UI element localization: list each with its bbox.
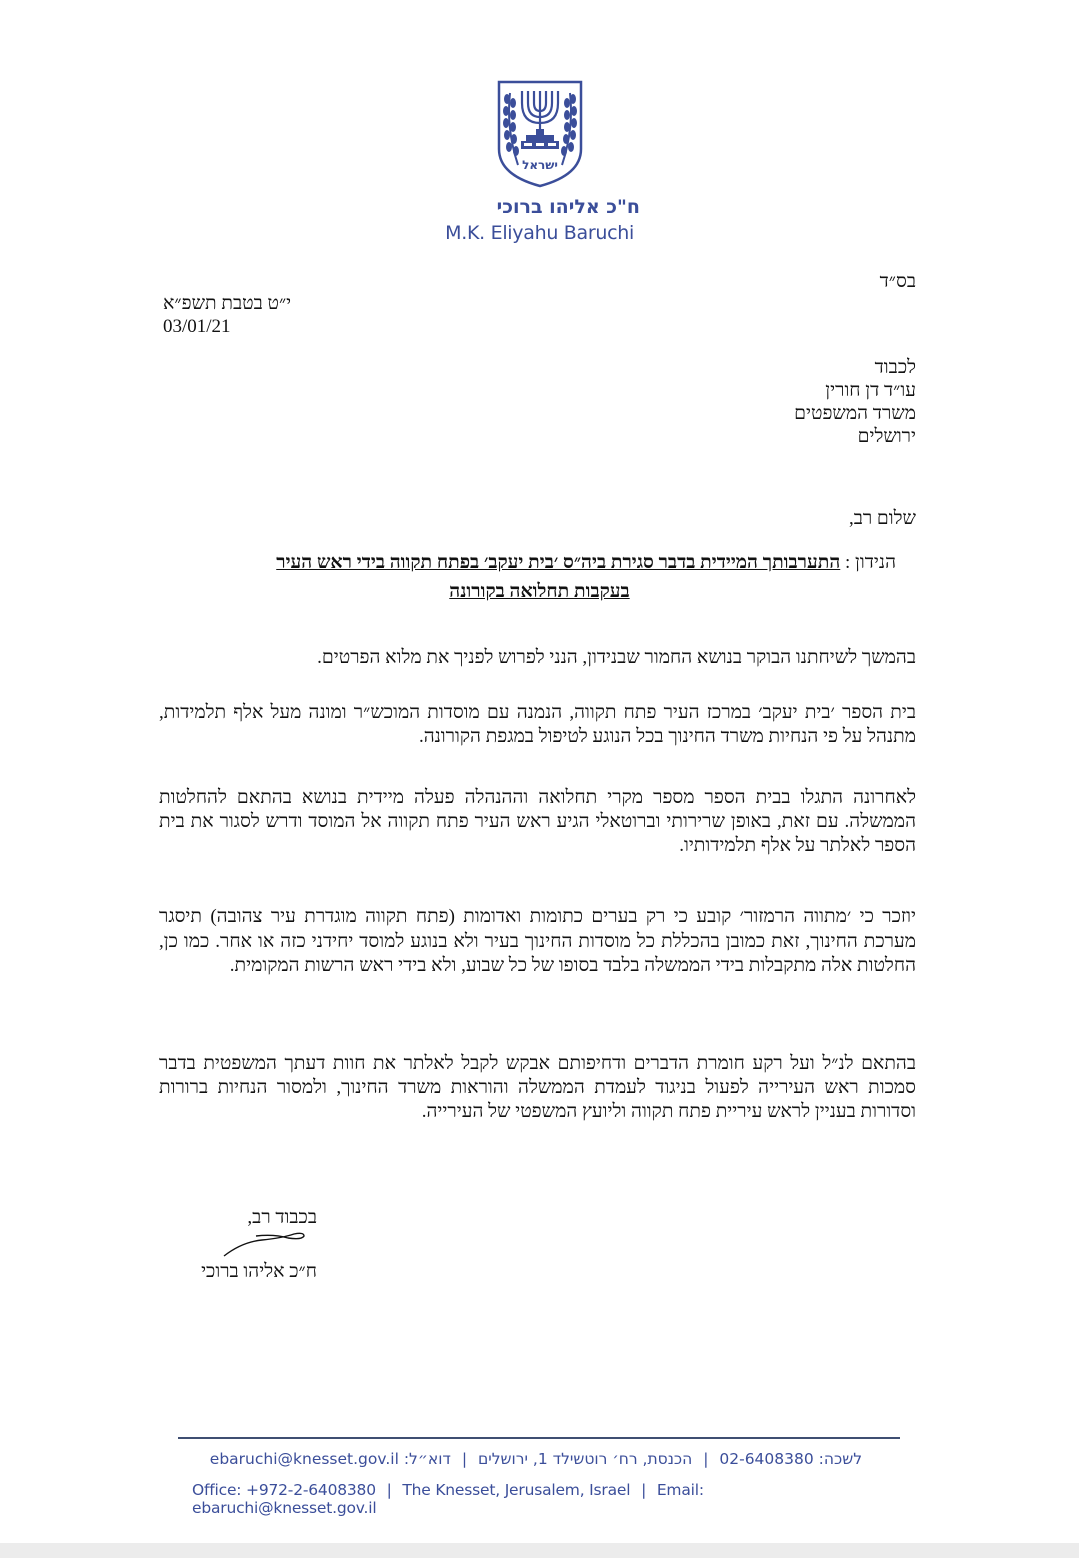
signer-name: ח״כ אליהו ברוכי xyxy=(201,1261,317,1282)
mk-name-english: M.K. Eliyahu Baruchi xyxy=(445,222,634,244)
footer-email-he[interactable]: דוא״ל: ebaruchi@knesset.gov.il xyxy=(209,1450,451,1468)
page-edge xyxy=(0,1543,1079,1558)
signature-icon xyxy=(222,1228,312,1258)
body-paragraph: לאחרונה התגלו בבית הספר מספר מקרי תחלואה וההנהלה פעלה מיידית בנושא בהתאם להחלטות הממשלה. עם זאת, באופן שרירותי וברוטאלי הגיע ראש העיר פתח תקווה אל המוסד ודרש לסגור את בית הספר לאלתר על אלף תלמידותיו. xyxy=(159,787,916,856)
footer-divider xyxy=(178,1437,900,1439)
svg-text:ישראל: ישראל xyxy=(522,158,558,172)
footer-hebrew xyxy=(170,1450,862,1468)
footer-address-he: הכנסת, רח׳ רוטשילד 1, ירושלים xyxy=(478,1450,693,1468)
footer-separator: | xyxy=(386,1481,392,1499)
hebrew-date-text: י״ט בטבת תשפ״א xyxy=(163,293,292,314)
subject-title-continued: בעקבות תחלואה בקורונה xyxy=(449,581,630,602)
closing-salutation: בכבוד רב, xyxy=(247,1207,317,1228)
bsd-mark: בס״ד xyxy=(879,271,916,292)
recipient-line: לכבוד xyxy=(874,357,916,378)
footer-separator: | xyxy=(461,1450,468,1468)
mk-name-hebrew: ח"כ אליהו ברוכי xyxy=(496,196,640,218)
body-paragraph: יוזכר כי ׳מתווה הרמזור׳ קובע כי רק בערים כתומות ואדומות (פתח תקווה מוגדרת עיר צהובה) תיסגר מערכת החינוך, זאת כמובן בהכללת כל מוסדות החינוך בעיר ולא בנוגע למוסד יחידני כזה או אחר. כמו כן, החלטות אלה מתקבלות בידי הממשלה בלבד בסופו של כל שבוע, ולא בידי ראש הרשות המקומית. xyxy=(159,906,916,976)
body-paragraph: בית הספר ׳בית יעקב׳ במרכז העיר פתח תקווה, הנמנה עם מוסדות המוכש״ר ומונה מעל אלף תלמידות, מתנהל על פי הנחיות משרד החינוך בכל הנוגע לטיפול במגפת הקורונה. xyxy=(159,702,916,747)
subject-line xyxy=(163,548,896,578)
footer-office-en: Office: +972-2-6408380 xyxy=(192,1481,376,1499)
subject-label: הנידון : xyxy=(845,552,896,573)
body-paragraph: בהמשך לשיחתנו הבוקר בנושא החמור שבנידון, הנני לפרוש לפניך את מלוא הפרטים. xyxy=(317,647,916,668)
footer-english xyxy=(192,1481,892,1517)
footer-email-en[interactable]: Email: ebaruchi@knesset.gov.il xyxy=(192,1481,704,1517)
recipient-line: עו״ד דן חורין xyxy=(825,380,916,401)
israel-emblem-icon xyxy=(496,79,584,189)
body-paragraph: בהתאם לנ״ל ועל רקע חומרת הדברים ודחיפותם אבקש לקבל לאלתר את חוות דעתך המשפטית בדבר סמכות ראש העירייה לפעול בניגוד לעמדת הממשלה והוראות משרד החינוך, ולמסור הנחיות ברורות וסדורות בעניין לראש עיריית פתח תקווה וליועץ המשפטי של העירייה. xyxy=(159,1053,916,1122)
footer-separator: | xyxy=(703,1450,709,1468)
footer-address-en: The Knesset, Jerusalem, Israel xyxy=(402,1481,631,1499)
recipient-block xyxy=(516,356,916,448)
gregorian-date: 03/01/21 xyxy=(163,316,231,337)
recipient-line: ירושלים xyxy=(857,426,916,447)
footer-separator: | xyxy=(641,1481,647,1499)
subject-title: התערבותך המיידית בדבר סגירת ביה״ס ׳בית יעקב׳ בפתח תקווה בידי ראש העיר xyxy=(276,552,841,573)
greeting: שלום רב, xyxy=(848,508,916,529)
recipient-line: משרד המשפטים xyxy=(794,403,916,424)
footer-office-he: לשכה: 02-6408380 xyxy=(719,1450,862,1468)
hebrew-date xyxy=(163,292,463,315)
